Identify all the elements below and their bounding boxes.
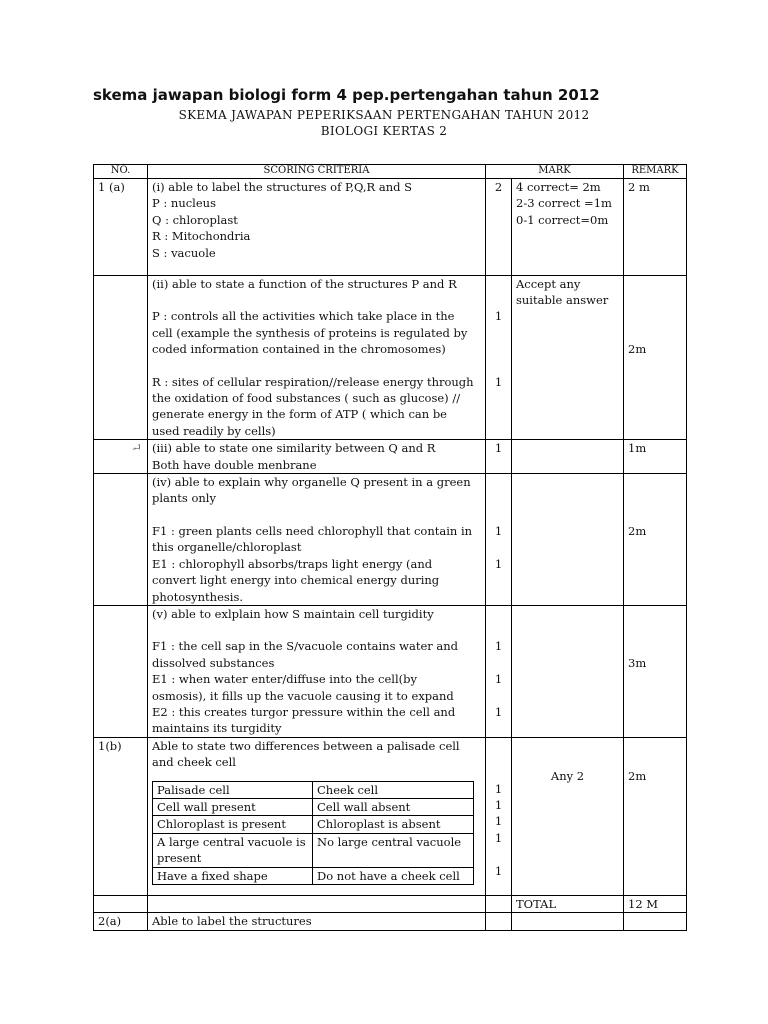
- row-number: [94, 474, 148, 606]
- mark-detail-line: 0-1 correct=0m: [516, 212, 609, 227]
- mark-cell: [486, 474, 512, 606]
- table-row: [94, 440, 687, 474]
- row-number: [94, 440, 148, 474]
- criteria-line: (iv) able to explain why organelle Q present in a green: [152, 475, 471, 490]
- criteria-line: coded information contained in the chromosomes): [152, 342, 446, 357]
- criteria-line: and cheek cell: [152, 755, 236, 770]
- criteria-cell: [148, 737, 486, 895]
- criteria-line: Q : chloroplast: [152, 212, 238, 227]
- table-header-row: [94, 165, 687, 179]
- mark-detail: [512, 276, 624, 440]
- comparison-row: [153, 781, 474, 798]
- remark-cell: [624, 737, 687, 895]
- paper-title: BIOLOGI KERTAS 2: [320, 124, 448, 138]
- criteria-line: R : Mitochondria: [152, 229, 251, 244]
- total-value: 12 M: [624, 895, 687, 912]
- comparison-cell: Palisade cell: [153, 781, 313, 798]
- criteria-line: S : vacuole: [152, 245, 216, 260]
- criteria-line: F1 : green plants cells need chlorophyll that contain in: [152, 523, 473, 538]
- mark-value: 1: [494, 781, 503, 796]
- comparison-cell: Have a fixed shape: [153, 867, 313, 884]
- remark-value: 2m: [628, 523, 647, 538]
- criteria-line: used readily by cells): [152, 423, 276, 438]
- header-remark: REMARK: [624, 165, 687, 179]
- scoring-table: [93, 164, 687, 931]
- mark-cell: [486, 276, 512, 440]
- mark-value: 2: [486, 179, 512, 276]
- criteria-line: Able to label the structures: [148, 913, 486, 930]
- header-no: NO.: [94, 165, 148, 179]
- mark-value: 1: [486, 440, 512, 474]
- mark-value: 1: [494, 374, 503, 389]
- criteria-line: generate energy in the form of ATP ( which can be: [152, 407, 447, 422]
- row-number: 1(b): [94, 737, 148, 895]
- mark-value: 1: [494, 797, 503, 812]
- row-number: 1 (a): [94, 179, 148, 276]
- criteria-line: P : nucleus: [152, 196, 216, 211]
- criteria-line: Both have double menbrane: [152, 457, 317, 472]
- row-number: [94, 605, 148, 737]
- criteria-line: F1 : the cell sap in the S/vacuole contains water and: [152, 639, 459, 654]
- criteria-line: R : sites of cellular respiration//release energy through: [152, 374, 474, 389]
- comparison-cell: Cell wall absent: [313, 798, 474, 815]
- remark-value: 2 m: [624, 179, 687, 276]
- criteria-line: this organelle/chloroplast: [152, 540, 302, 555]
- mark-value: 1: [494, 556, 503, 571]
- remark-cell: [624, 276, 687, 440]
- mark-detail: [512, 440, 624, 474]
- header-scoring-criteria: SCORING CRITERIA: [148, 165, 486, 179]
- criteria-line: E1 : when water enter/diffuse into the cell(by: [152, 672, 418, 687]
- criteria-line: P : controls all the activities which take place in the: [152, 309, 455, 324]
- criteria-line: cell (example the synthesis of proteins is regulated by: [152, 325, 468, 340]
- remark-value: 2m: [628, 342, 647, 357]
- table-row: [94, 605, 687, 737]
- header-mark: MARK: [486, 165, 624, 179]
- criteria-line: (i) able to label the structures of P,Q,R and S: [152, 180, 413, 194]
- remark-cell: [624, 605, 687, 737]
- comparison-row: [153, 816, 474, 833]
- mark-detail: [512, 474, 624, 606]
- mark-value: 1: [494, 309, 503, 324]
- mark-value: 1: [494, 523, 503, 538]
- comparison-row: [153, 798, 474, 815]
- criteria-line: maintains its turgidity: [152, 721, 282, 736]
- criteria-line: the oxidation of food substances ( such as glucose) //: [152, 391, 461, 406]
- criteria-line: (ii) able to state a function of the structures P and R: [152, 277, 457, 291]
- criteria-cell: [148, 605, 486, 737]
- mark-value: 1: [494, 814, 503, 829]
- criteria-line: (iii) able to state one similarity between Q and R: [152, 441, 436, 456]
- mark-detail-line: Accept any: [516, 277, 581, 291]
- criteria-line: E1 : chlorophyll absorbs/traps light energy (and: [152, 556, 433, 571]
- criteria-cell: [148, 276, 486, 440]
- row-number: [94, 276, 148, 440]
- criteria-line: dissolved substances: [152, 655, 275, 670]
- criteria-line: (v) able to exlplain how S maintain cell turgidity: [152, 606, 434, 621]
- mark-value: 1: [494, 863, 503, 878]
- comparison-row: [153, 833, 474, 867]
- table-row: [94, 913, 687, 930]
- criteria-cell: [148, 440, 486, 474]
- comparison-table: [152, 781, 474, 885]
- criteria-cell: [148, 474, 486, 606]
- mark-cell: [486, 605, 512, 737]
- mark-value: 1: [494, 672, 503, 687]
- handwritten-tick-mark: ᅬ: [132, 445, 141, 456]
- table-row: [94, 276, 687, 440]
- row-number: 2(a): [94, 913, 148, 930]
- comparison-cell: Chloroplast is absent: [313, 816, 474, 833]
- criteria-line: osmosis), it fills up the vacuole causing it to expand: [152, 688, 454, 703]
- total-label: TOTAL: [512, 895, 624, 912]
- total-row: [94, 895, 687, 912]
- mark-detail-line: Any 2: [550, 769, 585, 784]
- comparison-cell: Cell wall present: [153, 798, 313, 815]
- mark-value: 1: [494, 830, 503, 845]
- document-subtitle: SKEMA JAWAPAN PEPERIKSAAN PERTENGAHAN TAHUN 2012: [178, 108, 590, 122]
- table-row: [94, 474, 687, 606]
- mark-cell: [486, 737, 512, 895]
- mark-detail: [512, 605, 624, 737]
- mark-detail-line: 4 correct= 2m: [516, 180, 601, 194]
- mark-value: 1: [494, 704, 503, 719]
- document-title: skema jawapan biologi form 4 pep.pertengahan tahun 2012: [93, 86, 600, 104]
- criteria-cell: [148, 179, 486, 276]
- remark-value: 2m: [628, 769, 647, 784]
- remark-value: 1m: [624, 440, 687, 474]
- comparison-cell: Chloroplast is present: [153, 816, 313, 833]
- mark-detail: [512, 737, 624, 895]
- comparison-cell: Do not have a cheek cell: [313, 867, 474, 884]
- table-row: [94, 737, 687, 895]
- mark-detail-line: suitable answer: [516, 293, 609, 308]
- comparison-cell: No large central vacuole: [313, 833, 474, 867]
- mark-detail: [512, 179, 624, 276]
- criteria-line: photosynthesis.: [152, 589, 244, 604]
- comparison-cell: A large central vacuole is present: [153, 833, 313, 867]
- comparison-row: [153, 867, 474, 884]
- criteria-line: plants only: [152, 491, 216, 506]
- criteria-line: E2 : this creates turgor pressure within the cell and: [152, 704, 456, 719]
- mark-detail-line: 2-3 correct =1m: [516, 196, 612, 211]
- mark-value: 1: [494, 639, 503, 654]
- criteria-line: Able to state two differences between a palisade cell: [152, 738, 460, 753]
- remark-value: 3m: [628, 655, 647, 670]
- comparison-cell: Cheek cell: [313, 781, 474, 798]
- table-row: [94, 179, 687, 276]
- criteria-line: convert light energy into chemical energy during: [152, 573, 440, 588]
- remark-cell: [624, 474, 687, 606]
